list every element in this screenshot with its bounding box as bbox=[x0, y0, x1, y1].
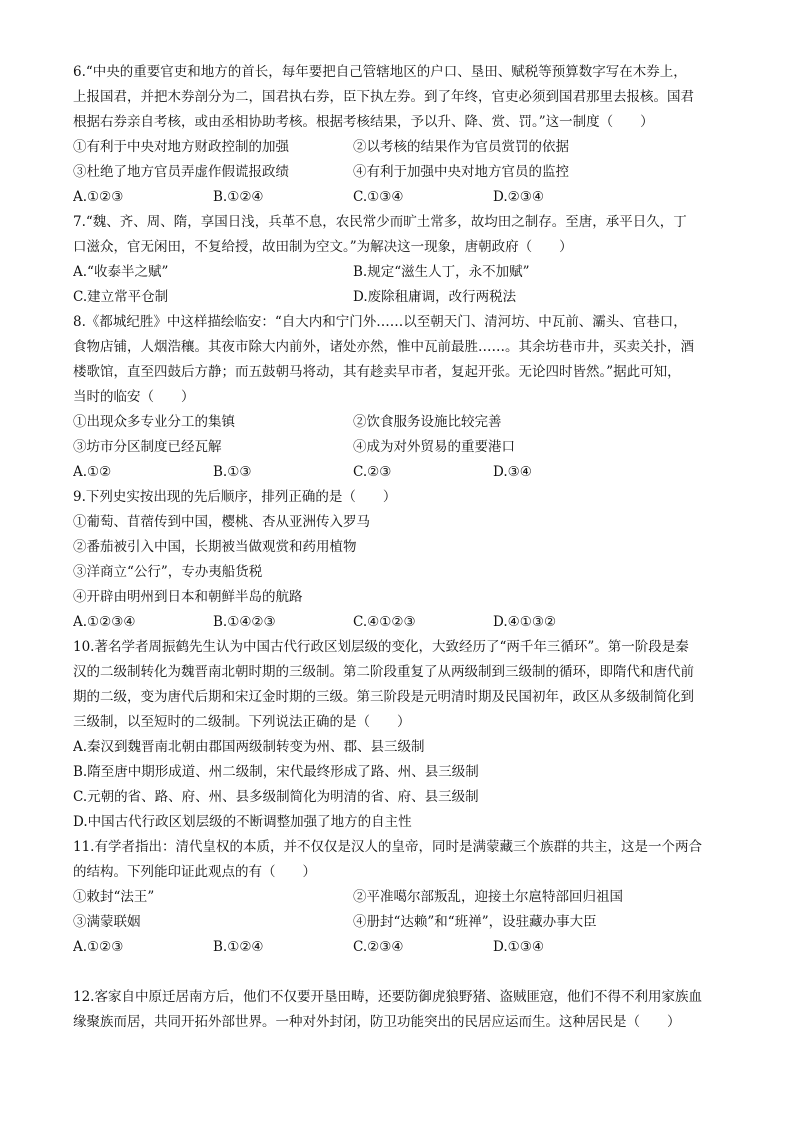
option-item: ③满蒙联姻 bbox=[73, 914, 141, 930]
option-item: ③洋商立“公行”，专办夷船货税 bbox=[73, 564, 263, 580]
question-stem-line: 9.下列史实按出现的先后顺序，排列正确的是（ ） bbox=[73, 489, 397, 505]
option-row bbox=[73, 885, 723, 910]
question-stem-line: 当时的临安（ ） bbox=[73, 389, 195, 405]
option-row bbox=[73, 435, 723, 460]
question-stem-line: 12.客家自中原迁居南方后，他们不仅要开垦田畴，还要防御虎狼野猪、盗贼匪寇，他们不得不利用家族血 bbox=[73, 989, 702, 1005]
option-row bbox=[73, 285, 723, 310]
question-9 bbox=[73, 485, 723, 635]
question-stem-line: 7.“魏、齐、周、隋，享国日浅，兵革不息，农民常少而旷土常多，故均田之制存。至唐，承平日久，丁 bbox=[73, 214, 687, 230]
option-item: ②番茄被引入中国，长期被当做观赏和药用植物 bbox=[73, 539, 357, 555]
choice-d: D.废除租庸调，改行两税法 bbox=[353, 289, 517, 305]
choice-d: D.③④ bbox=[493, 464, 532, 480]
choice-a: A.①②③④ bbox=[73, 614, 136, 630]
choice-b: B.①②④ bbox=[213, 939, 264, 955]
option-item: ①敕封“法王” bbox=[73, 889, 155, 905]
question-10 bbox=[73, 635, 723, 835]
choice-row bbox=[73, 935, 723, 960]
question-stem-line: 期的二级，变为唐代后期和宋辽金时期的三级。第三阶段是元明清时期及民国初年，政区从多级制简化到 bbox=[73, 689, 694, 705]
option-item: ②以考核的结果作为官员赏罚的依据 bbox=[353, 139, 569, 155]
choice-d: D.②③④ bbox=[493, 189, 544, 205]
choice-row bbox=[73, 460, 723, 485]
choice-a: A.“收泰半之赋” bbox=[73, 264, 169, 280]
choice-c: C.②③ bbox=[353, 464, 392, 480]
option-row bbox=[73, 910, 723, 935]
option-item: ③坊市分区制度已经瓦解 bbox=[73, 439, 222, 455]
question-stem-line: 三级制，以至短时的二级制。下列说法正确的是（ ） bbox=[73, 714, 411, 730]
choice-row bbox=[73, 185, 723, 210]
choice-d: D.④①③② bbox=[493, 614, 557, 630]
choice-b: B.①②④ bbox=[213, 189, 264, 205]
question-stem-line: 11.有学者指出：清代皇权的本质，并不仅仅是汉人的皇帝，同时是满蒙藏三个族群的共主，这是一个两合 bbox=[73, 839, 702, 855]
question-stem-line: 上报国君，并把木券剖分为二，国君执右券，臣下执左券。到了年终，官吏必须到国君那里去报核。国君 bbox=[73, 89, 694, 105]
option-row bbox=[73, 135, 723, 160]
question-stem-line: 的结构。下列能印证此观点的有（ ） bbox=[73, 864, 316, 880]
choice-a: A.①② bbox=[73, 464, 112, 480]
choice-b: B.①④②③ bbox=[213, 614, 276, 630]
option-row bbox=[73, 410, 723, 435]
choice-c: C.④①②③ bbox=[353, 614, 416, 630]
question-12 bbox=[73, 985, 723, 1035]
question-stem-line: 楼歌馆，直至四鼓后方静；而五鼓朝马将动，其有趁卖早市者，复起开张。无论四时皆然。”据此可知， bbox=[73, 364, 681, 380]
option-item: ②饮食服务设施比较完善 bbox=[353, 414, 502, 430]
choice-c: C.①③④ bbox=[353, 189, 404, 205]
option-item: ④成为对外贸易的重要港口 bbox=[353, 439, 515, 455]
question-11 bbox=[73, 835, 723, 960]
option-row bbox=[73, 160, 723, 185]
choice-b: B.规定“滋生人丁，永不加赋” bbox=[353, 264, 530, 280]
choice-c: C.元朝的省、路、府、州、县多级制简化为明清的省、府、县三级制 bbox=[73, 789, 479, 805]
choice-c: C.②③④ bbox=[353, 939, 404, 955]
choice-row bbox=[73, 610, 723, 635]
option-item: ①葡萄、苜蓿传到中国，樱桃、杏从亚洲传入罗马 bbox=[73, 514, 370, 530]
choice-a: A.①②③ bbox=[73, 939, 124, 955]
question-stem-line: 汉的二级制转化为魏晋南北朝时期的三级制。第二阶段重复了从两级制到三级制的循环，即隋代和唐代前 bbox=[73, 664, 694, 680]
choice-a: A.①②③ bbox=[73, 189, 124, 205]
question-stem-line: 根据右券亲自考核，或由丞相协助考核。根据考核结果，予以升、降、赏、罚。”这一制度（ ） bbox=[73, 114, 654, 130]
question-6 bbox=[73, 60, 723, 210]
option-item: ①有利于中央对地方财政控制的加强 bbox=[73, 139, 289, 155]
choice-c: C.建立常平仓制 bbox=[73, 289, 169, 305]
option-item: ②平准噶尔部叛乱，迎接土尔扈特部回归祖国 bbox=[353, 889, 623, 905]
question-stem-line: 缘聚族而居，共同开拓外部世界。一种对外封闭，防卫功能突出的民居应运而生。这种居民是（ ） bbox=[73, 1014, 681, 1030]
choice-d: D.①③④ bbox=[493, 939, 544, 955]
question-8 bbox=[73, 310, 723, 485]
choice-b: B.①③ bbox=[213, 464, 252, 480]
question-7 bbox=[73, 210, 723, 310]
question-stem-line: 6.“中央的重要官吏和地方的首长，每年要把自己管辖地区的户口、垦田、赋税等预算数字写在木券上， bbox=[73, 64, 687, 80]
question-stem-line: 10.著名学者周振鹤先生认为中国古代行政区划层级的变化，大致经历了“两千年三循环”。第一阶段是秦 bbox=[73, 639, 689, 655]
question-stem-line: 口滋众，官无闲田，不复给授，故田制为空文。”为解决这一现象，唐朝政府（ ） bbox=[73, 239, 573, 255]
choice-d: D.中国古代行政区划层级的不断调整加强了地方的自主性 bbox=[73, 814, 412, 830]
question-stem-line: 食物店铺，人烟浩穰。其夜市除大内前外，诸处亦然，惟中瓦前最胜……。其余坊巷市井，买卖关扑，酒 bbox=[73, 339, 694, 355]
option-row bbox=[73, 260, 723, 285]
option-item: ④册封“达赖”和“班禅”，设驻藏办事大臣 bbox=[353, 914, 597, 930]
choice-a: A.秦汉到魏晋南北朝由郡国两级制转变为州、郡、县三级制 bbox=[73, 739, 425, 755]
question-stem-line: 8.《都城纪胜》中这样描绘临安：“自大内和宁门外……以至朝天门、清河坊、中瓦前、灞头、官巷口， bbox=[73, 314, 687, 330]
option-item: ④开辟由明州到日本和朝鲜半岛的航路 bbox=[73, 589, 303, 605]
option-item: ③杜绝了地方官员弄虚作假谎报政绩 bbox=[73, 164, 289, 180]
choice-b: B.隋至唐中期形成道、州二级制，宋代最终形成了路、州、县三级制 bbox=[73, 764, 479, 780]
option-item: ①出现众多专业分工的集镇 bbox=[73, 414, 235, 430]
option-item: ④有利于加强中央对地方官员的监控 bbox=[353, 164, 569, 180]
